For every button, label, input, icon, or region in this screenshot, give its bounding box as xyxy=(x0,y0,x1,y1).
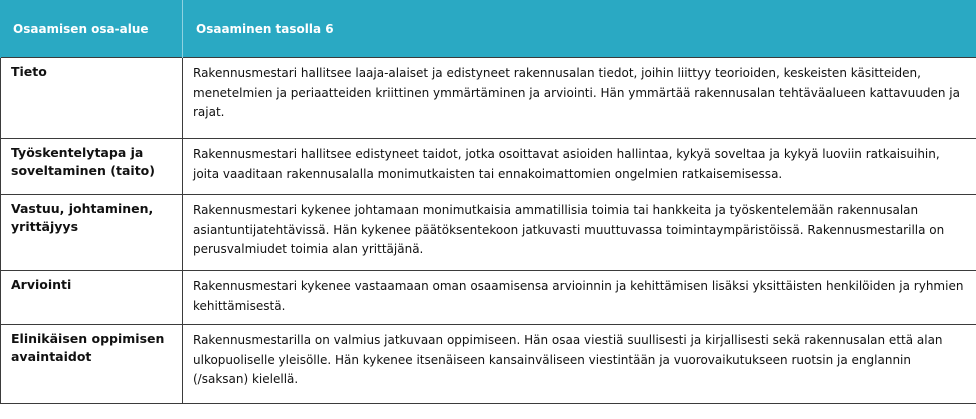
area-cell: Tieto xyxy=(1,58,183,139)
description-cell: Rakennusmestari kykenee johtamaan monimutkaisia ammatillisia toimia tai hankkeita ja työskentelemään rakennusalan asiantuntijatehtävissä. Hän kykenee päätöksentekoon jatkuvasti muuttuvassa toimintaympäristöissä. Rakennusmestarilla on perusvalmiudet toimia alan yrittäjänä. xyxy=(183,195,976,271)
area-cell: Työskentelytapa ja soveltaminen (taito) xyxy=(1,139,183,195)
table-row xyxy=(1,325,976,404)
area-cell: Arviointi xyxy=(1,271,183,325)
header-row xyxy=(1,0,976,58)
header-area: Osaamisen osa-alue xyxy=(1,0,183,58)
description-cell: Rakennusmestari hallitsee edistyneet taidot, jotka osoittavat asioiden hallintaa, kykyä soveltaa ja kykyä luoviin ratkaisuihin, joita vaaditaan rakennusalalla monimutkaisten tai ennakoimattomien ongelmien ratkaisemisessa. xyxy=(183,139,976,195)
table-row xyxy=(1,271,976,325)
table-row xyxy=(1,139,976,195)
table-row xyxy=(1,195,976,271)
area-cell: Vastuu, johtaminen, yrittäjyys xyxy=(1,195,183,271)
description-cell: Rakennusmestari hallitsee laaja-alaiset ja edistyneet rakennusalan tiedot, joihin liittyy teorioiden, keskeisten käsitteiden, menetelmien ja periaatteiden kriittinen ymmärtäminen ja arviointi. Hän ymmärtää rakennusalan tehtäväalueen kattavuuden ja rajat. xyxy=(183,58,976,139)
description-cell: Rakennusmestari kykenee vastaamaan oman osaamisensa arvioinnin ja kehittämisen lisäksi yksittäisten henkilöiden ja ryhmien kehittämisestä. xyxy=(183,271,976,325)
header-level: Osaaminen tasolla 6 xyxy=(183,0,976,58)
description-cell: Rakennusmestarilla on valmius jatkuvaan oppimiseen. Hän osaa viestiä suullisesti ja kirjallisesti sekä rakennusalan että alan ulkopuoliselle yleisölle. Hän kykenee itsenäiseen kansainväliseen viestintään ja vuorovaikutukseen ruotsin ja englannin (/saksan) kielellä. xyxy=(183,325,976,404)
area-cell: Elinikäisen oppimisen avaintaidot xyxy=(1,325,183,404)
table-row xyxy=(1,58,976,139)
